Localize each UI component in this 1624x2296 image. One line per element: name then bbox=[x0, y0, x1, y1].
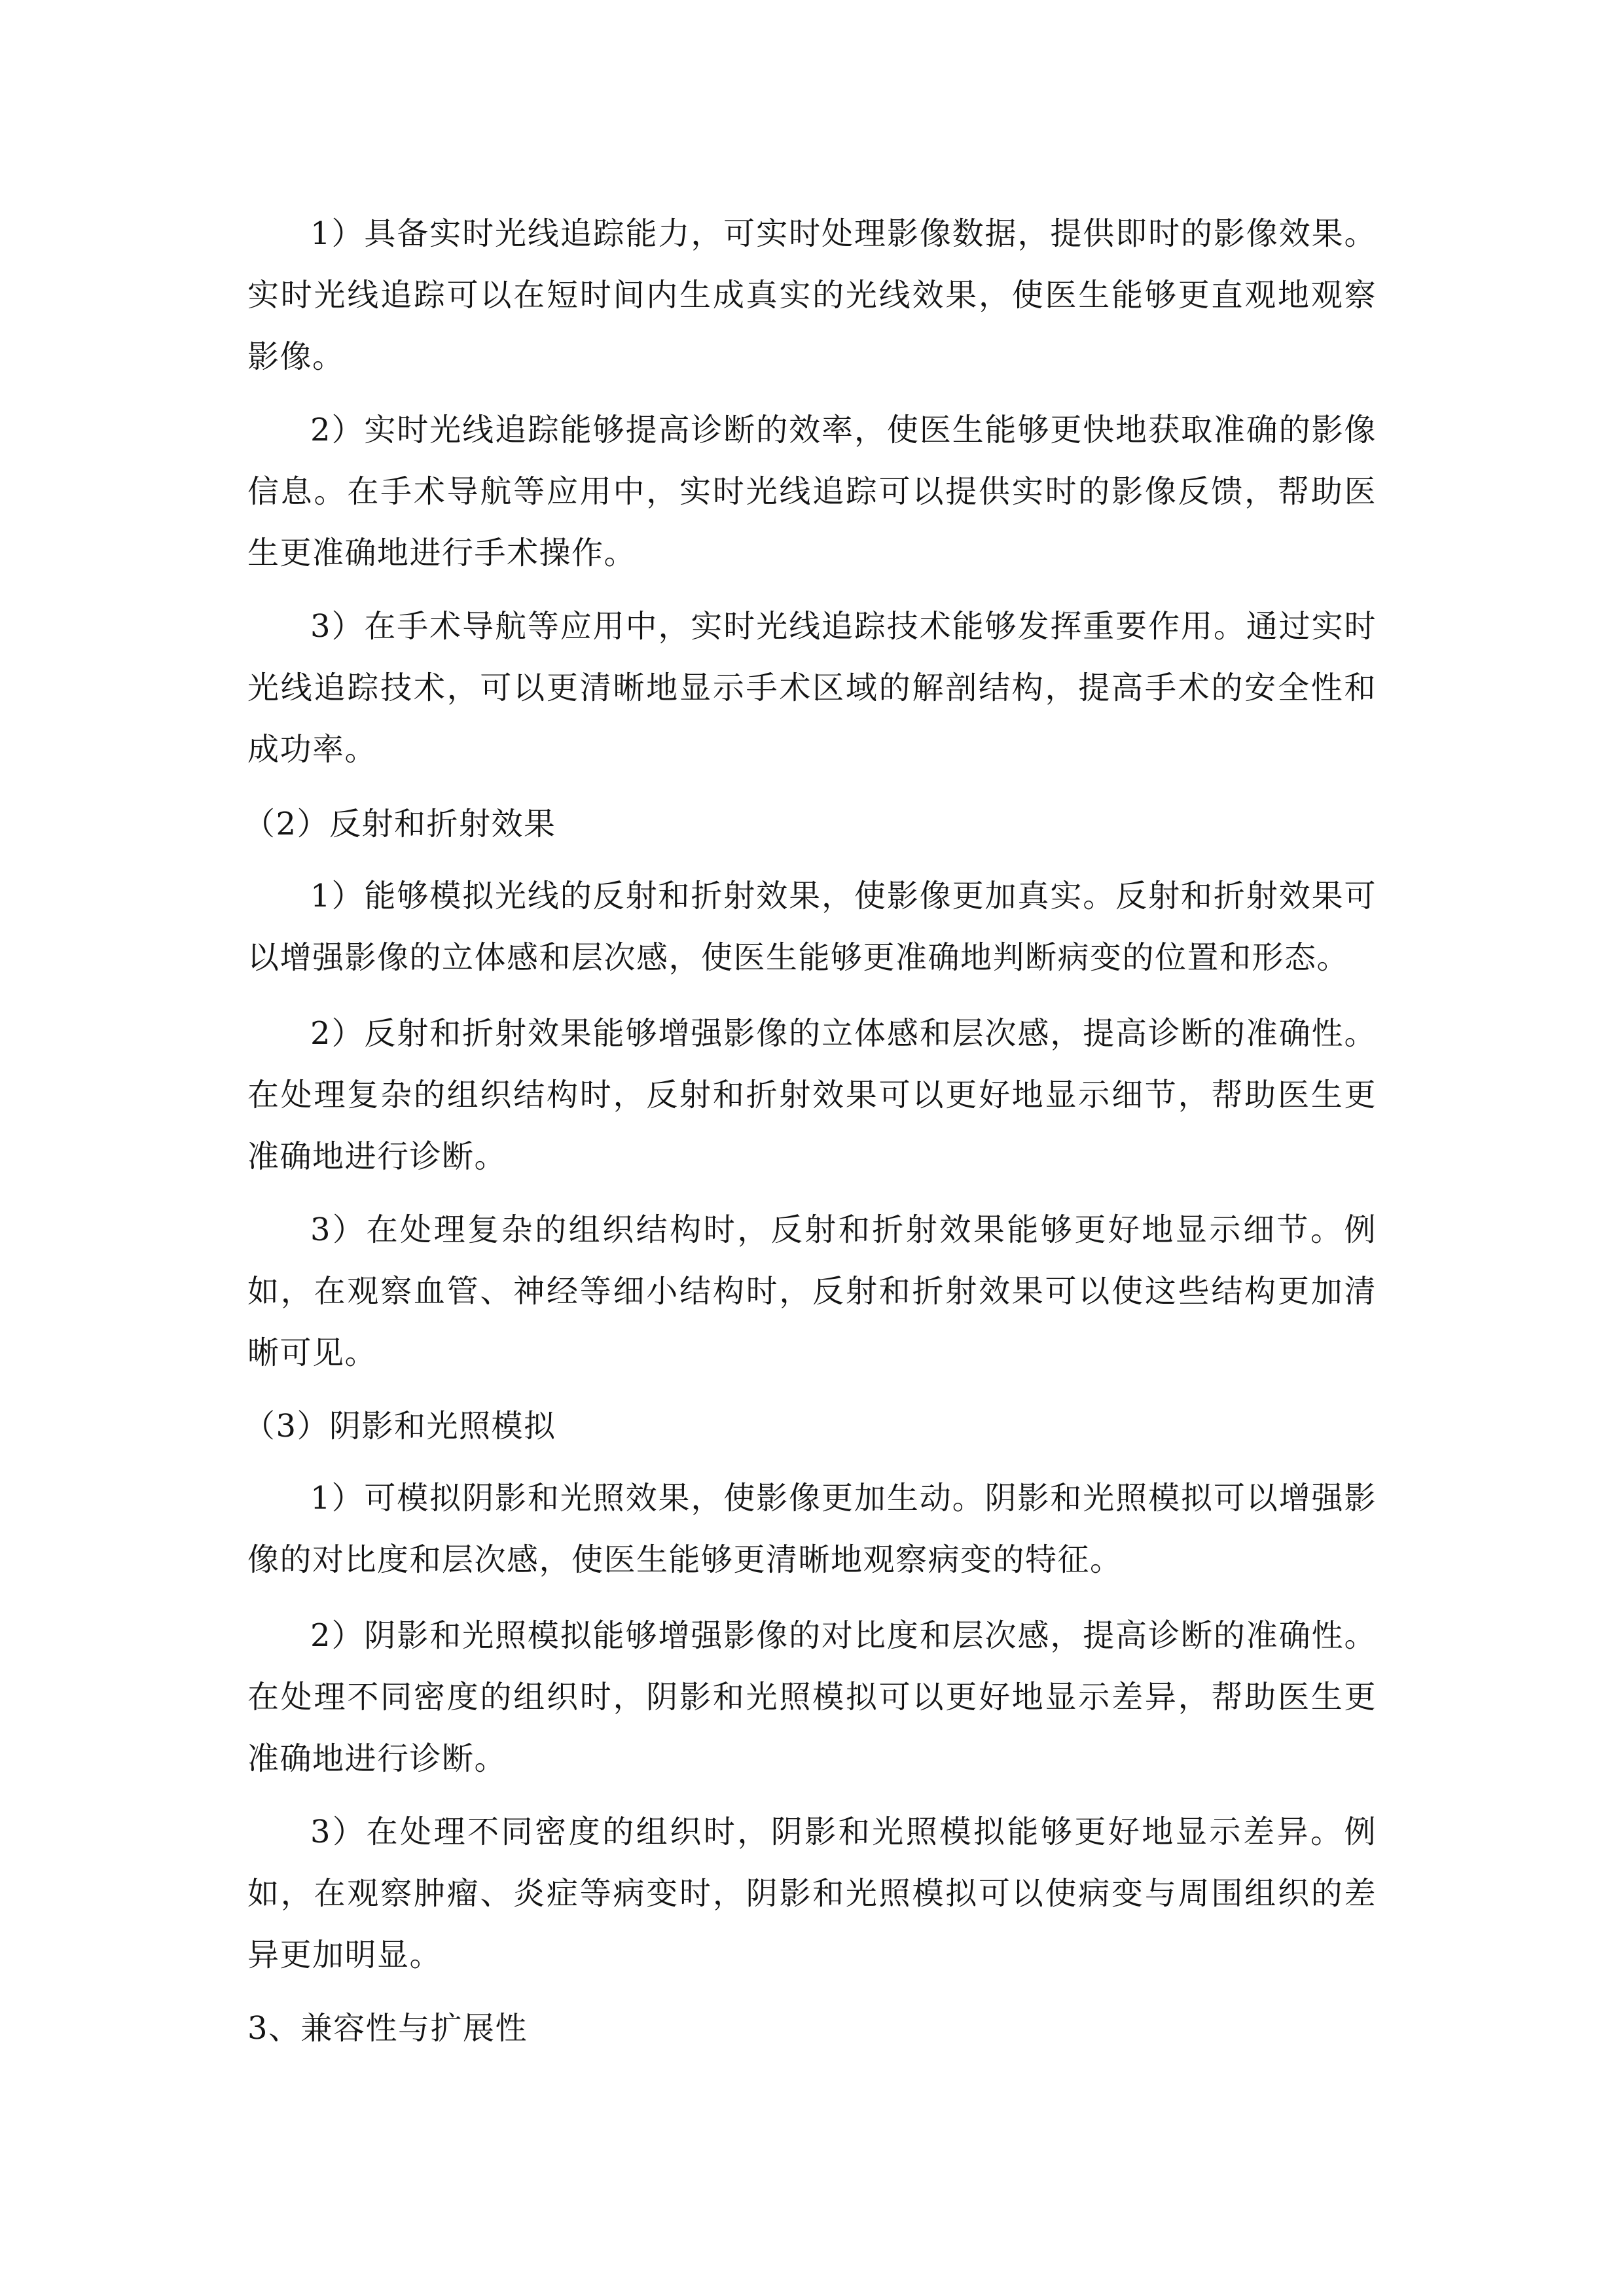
section-heading-reflection-refraction: （2）反射和折射效果 bbox=[244, 806, 556, 842]
section-heading-compatibility-extensibility: 3、兼容性与扩展性 bbox=[247, 2010, 528, 2047]
paragraph-realtime-ray-tracing-3: 3）在手术导航等应用中，实时光线追踪技术能够发挥重要作用。通过实时光线追踪技术，可以更清晰地显示手术区域的解剖结构，提高手术的安全性和成功率。 bbox=[247, 608, 1377, 768]
paragraph-reflection-refraction-2: 2）反射和折射效果能够增强影像的立体感和层次感，提高诊断的准确性。在处理复杂的组织结构时，反射和折射效果可以更好地显示细节，帮助医生更准确地进行诊断。 bbox=[247, 1015, 1377, 1175]
paragraph-reflection-refraction-1: 1）能够模拟光线的反射和折射效果，使影像更加真实。反射和折射效果可以增强影像的立体感和层次感，使医生能够更准确地判断病变的位置和形态。 bbox=[247, 878, 1377, 976]
paragraph-shadow-lighting-2: 2）阴影和光照模拟能够增强影像的对比度和层次感，提高诊断的准确性。在处理不同密度的组织时，阴影和光照模拟可以更好地显示差异，帮助医生更准确地进行诊断。 bbox=[247, 1617, 1377, 1777]
paragraph-shadow-lighting-1: 1）可模拟阴影和光照效果，使影像更加生动。阴影和光照模拟可以增强影像的对比度和层次感，使医生能够更清晰地观察病变的特征。 bbox=[247, 1480, 1377, 1578]
paragraph-reflection-refraction-3: 3）在处理复杂的组织结构时，反射和折射效果能够更好地显示细节。例如，在观察血管、神经等细小结构时，反射和折射效果可以使这些结构更加清晰可见。 bbox=[247, 1211, 1377, 1371]
paragraph-realtime-ray-tracing-1: 1）具备实时光线追踪能力，可实时处理影像数据，提供即时的影像效果。实时光线追踪可以在短时间内生成真实的光线效果，使医生能够更直观地观察影像。 bbox=[247, 215, 1377, 375]
paragraph-realtime-ray-tracing-2: 2）实时光线追踪能够提高诊断的效率，使医生能够更快地获取准确的影像信息。在手术导航等应用中，实时光线追踪可以提供实时的影像反馈，帮助医生更准确地进行手术操作。 bbox=[247, 412, 1377, 571]
paragraph-shadow-lighting-3: 3）在处理不同密度的组织时，阴影和光照模拟能够更好地显示差异。例如，在观察肿瘤、炎症等病变时，阴影和光照模拟可以使病变与周围组织的差异更加明显。 bbox=[247, 1814, 1377, 1973]
section-heading-shadow-lighting: （3）阴影和光照模拟 bbox=[244, 1408, 556, 1444]
